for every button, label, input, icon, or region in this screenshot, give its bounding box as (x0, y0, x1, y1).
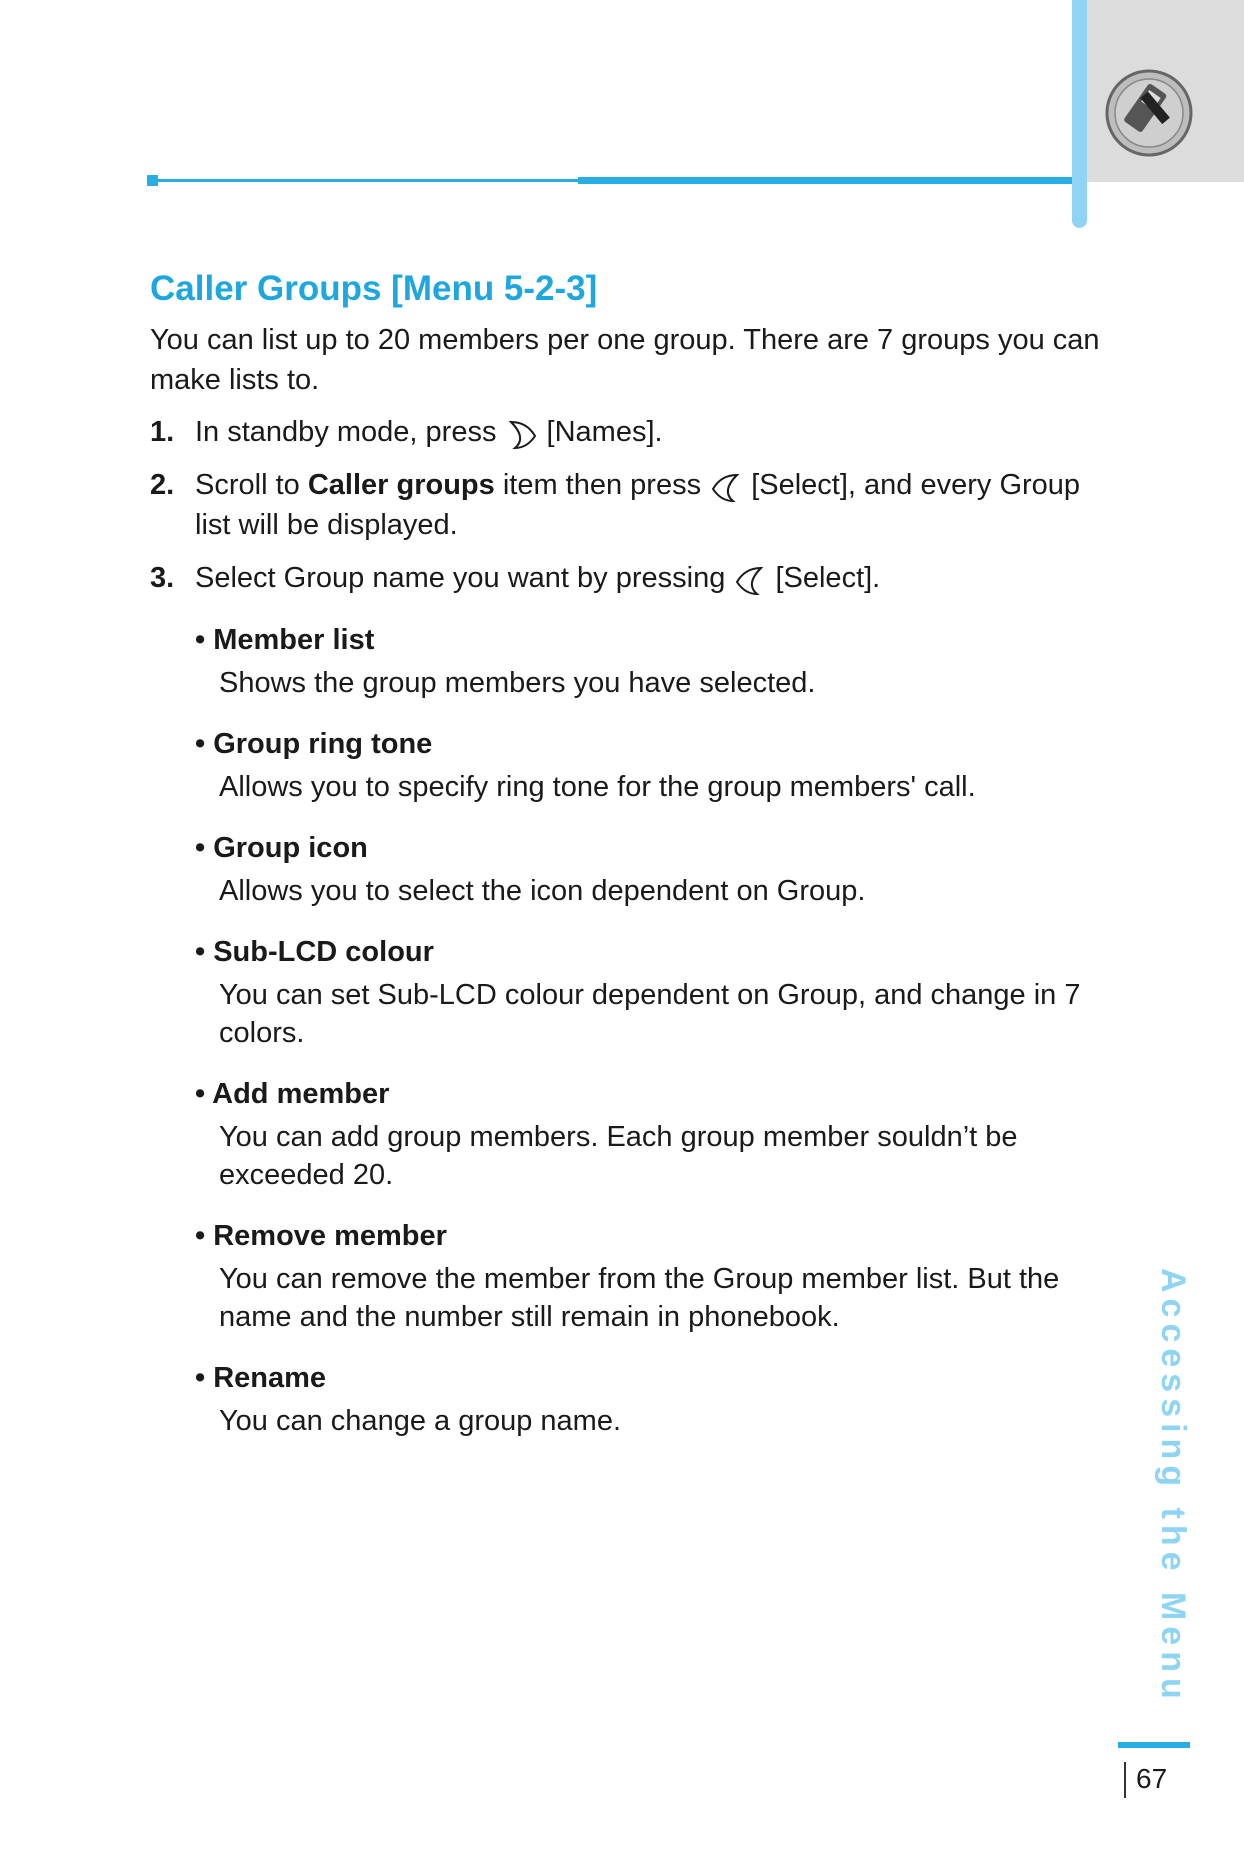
option-remove-member (195, 1216, 1110, 1336)
step-text-mid: item then press (494, 469, 710, 501)
step-text: Scroll to (195, 469, 308, 501)
option-sub-lcd-colour (195, 932, 1110, 1052)
option-title: • Rename (195, 1362, 327, 1394)
header-rule-thick (578, 177, 1076, 184)
header-rule-thin (152, 179, 580, 182)
step-text: Select Group name you want by pressing (195, 562, 734, 594)
left-softkey-icon (709, 465, 743, 505)
page-number-bar (1118, 1742, 1190, 1748)
page-title: Caller Groups [Menu 5-2-3] (150, 269, 598, 308)
option-group-icon (195, 828, 1110, 910)
option-title: • Add member (195, 1078, 390, 1110)
step-1 (150, 412, 1110, 452)
option-title: • Group icon (195, 832, 368, 864)
option-description: You can set Sub-LCD colour dependent on Group, and change in 7 colors. (219, 979, 1081, 1049)
left-softkey-icon (733, 558, 767, 598)
option-title: • Sub-LCD colour (195, 936, 434, 968)
menu-tools-icon (1102, 66, 1196, 160)
side-tab-bar (1072, 0, 1087, 228)
option-description: You can change a group name. (219, 1405, 622, 1437)
step-text: In standby mode, press (195, 416, 505, 448)
page-number: 67 (1136, 1763, 1168, 1794)
option-list (150, 620, 1110, 1440)
option-rename (195, 1358, 1110, 1440)
step-2 (150, 465, 1110, 545)
step-text-end: [Names]. (538, 416, 663, 448)
option-group-ring-tone (195, 724, 1110, 806)
intro-text: You can list up to 20 members per one group. There are 7 groups you can make lists to. (150, 324, 1100, 396)
right-softkey-icon (505, 412, 539, 452)
option-add-member (195, 1074, 1110, 1194)
option-description: You can add group members. Each group member souldn’t be exceeded 20. (219, 1121, 1018, 1191)
step-text-end: [Select]. (767, 562, 881, 594)
step-text-end: [Select], and every Group list will be displayed. (195, 469, 1081, 541)
option-description: Allows you to specify ring tone for the group members' call. (219, 771, 976, 803)
step-3 (150, 558, 1110, 598)
main-content (150, 266, 1110, 1462)
option-member-list (195, 620, 1110, 702)
option-title: • Remove member (195, 1220, 447, 1252)
step-number: 2. (150, 469, 175, 501)
option-description: Shows the group members you have selected. (219, 667, 816, 699)
step-number: 1. (150, 416, 175, 448)
option-description: You can remove the member from the Group member list. But the name and the number still remain in phonebook. (219, 1263, 1060, 1333)
option-title: • Group ring tone (195, 728, 433, 760)
step-number: 3. (150, 562, 175, 594)
section-side-label: Accessing the Menu (1154, 1268, 1192, 1705)
option-title: • Member list (195, 624, 375, 656)
option-description: Allows you to select the icon dependent on Group. (219, 875, 866, 907)
page-number-divider (1124, 1762, 1126, 1798)
menu-item-name: Caller groups (307, 469, 495, 501)
